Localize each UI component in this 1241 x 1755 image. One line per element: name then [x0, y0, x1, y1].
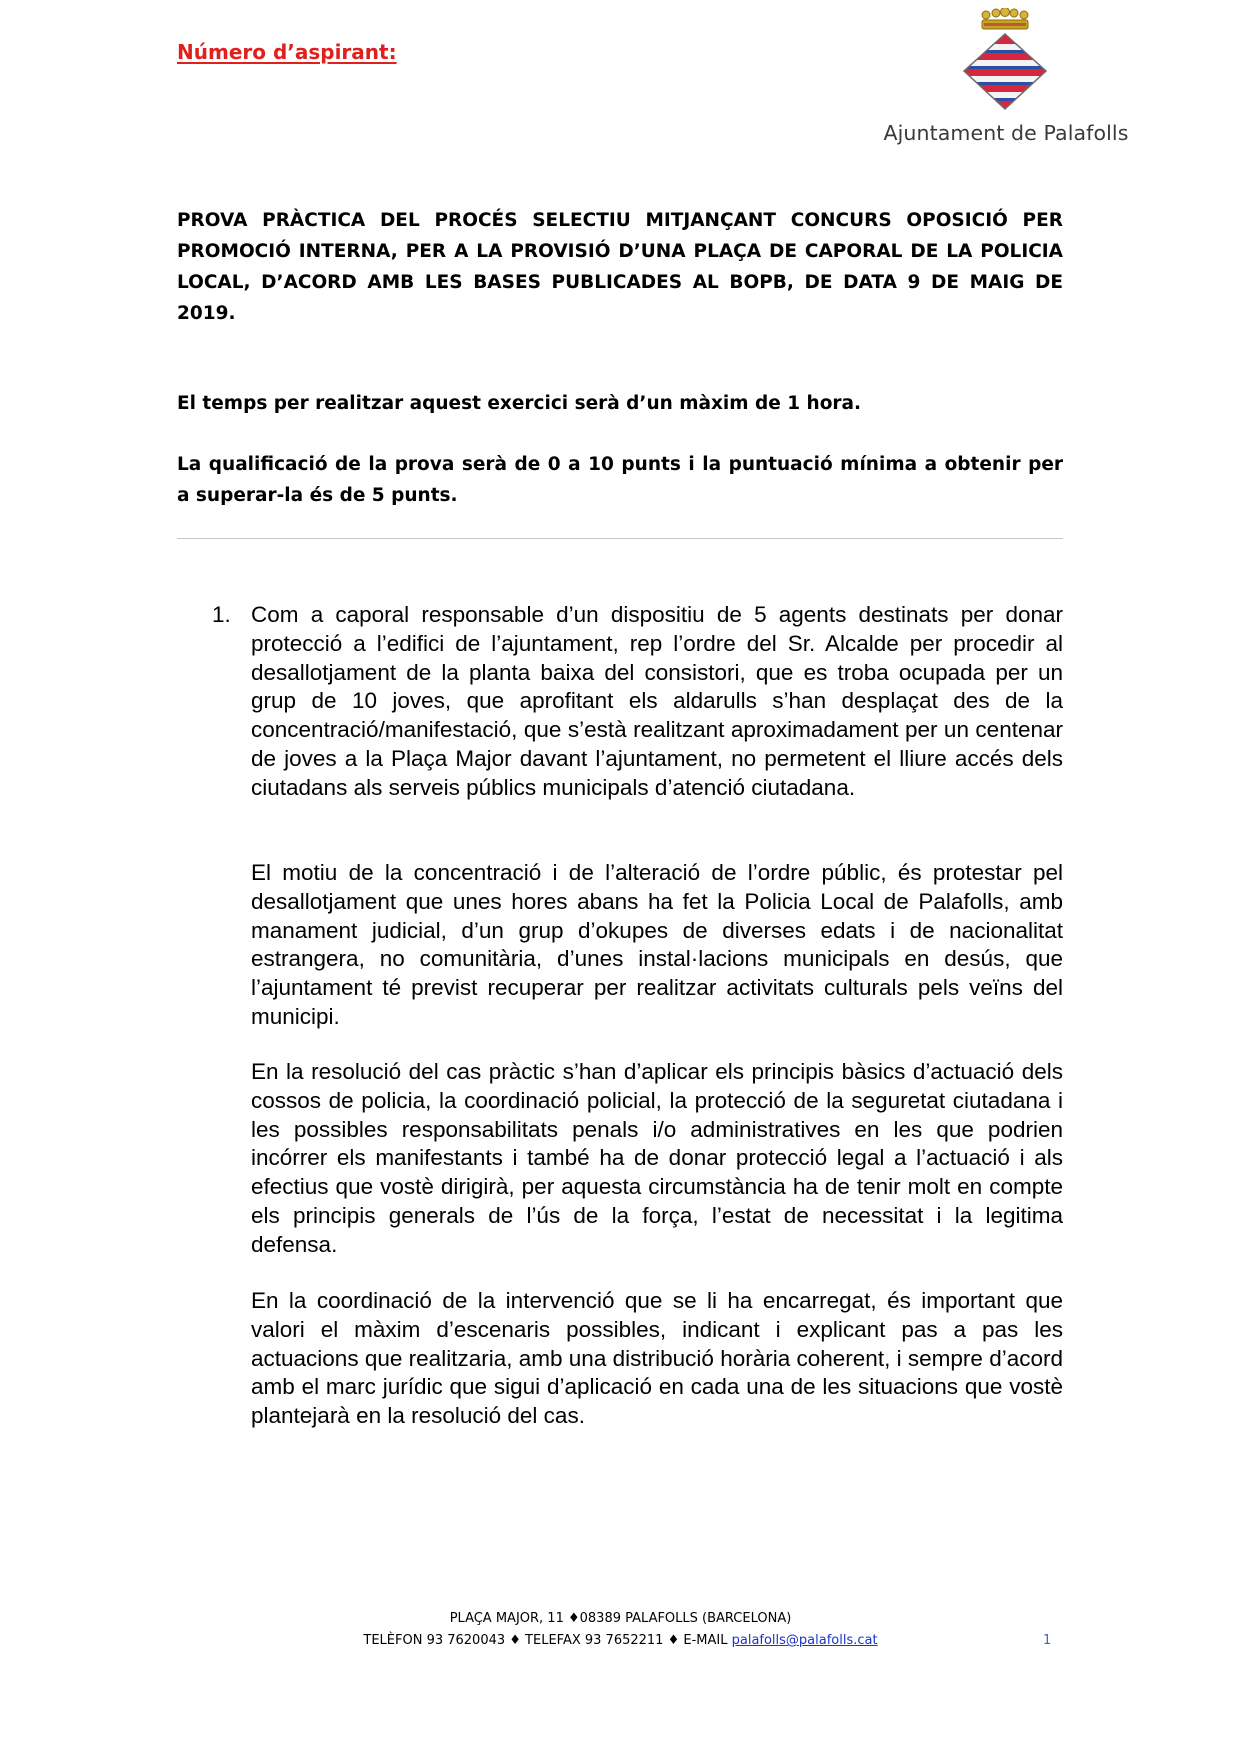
question-paragraph: En la resolució del cas pràctic s’han d’aplicar els principis bàsics d’actuació dels cossos de policia, la coordinació policial, la protecció de la seguretat ciutadana i les possibles responsabilitats penals i/o administratives en les que podrien incórrer els manifestants i també ha de donar protecció legal a l’actuació i als efectius que vostè dirigirà, per aquesta circumstància ha de tenir molt en compte els principis generals de l’ús de la força, l’estat de necessitat i la legitima defensa. [251, 1059, 1063, 1257]
separator-line [177, 538, 1063, 539]
question-paragraph: El motiu de la concentració i de l’alteració de l’ordre públic, és protestar pel desallotjament que unes hores abans ha fet la Policia Local de Palafolls, amb manament judicial, d’un grup d’okupes de diverses edats i de nacionalitat estrangera, no comunitària, d’unes instal·lacions municipals en desús, que l’ajuntament té previst recuperar per realitzar activitats culturals pels veïns del municipi. [251, 860, 1063, 1029]
crown-icon [982, 8, 1028, 29]
page-footer [0, 1608, 1241, 1652]
coat-of-arms-icon [960, 8, 1050, 113]
time-note: El temps per realitzar aquest exercici serà d’un màxim de 1 hora. [177, 393, 862, 414]
question-paragraph: En la coordinació de la intervenció que se li ha encarregat, és important que valori el màxim d’escenaris possibles, indicant i explicant pas a pas les actuacions que realitzaria, amb una distribució horària coherent, i sempre d’acord amb el marc jurídic que sigui d’aplicació en cada una de les situacions que vostè plantejarà en la resolució del cas. [251, 1288, 1063, 1429]
page-number: 1 [1043, 1633, 1052, 1648]
municipal-logo [872, 8, 1140, 148]
aspirant-number-label: Número d’aspirant: [177, 40, 397, 64]
footer-email-link[interactable]: palafolls@palafolls.cat [731, 1633, 878, 1648]
footer-address: PLAÇA MAJOR, 11 ♦08389 PALAFOLLS (BARCELONA) [449, 1611, 792, 1626]
document-heading: PROVA PRÀCTICA DEL PROCÉS SELECTIU MITJANÇANT CONCURS OPOSICIÓ PER PROMOCIÓ INTERNA, PER A LA PROVISIÓ D’UNA PLAÇA DE CAPORAL DE LA POLICIA LOCAL, D’ACORD AMB LES BASES PUBLICADES AL BOPB, DE DATA 9 DE MAIG DE 2019. [177, 210, 1063, 324]
logo-text: Ajuntament de Palafolls [883, 121, 1129, 145]
question-number: 1. [212, 602, 231, 627]
question-paragraph: Com a caporal responsable d’un dispositiu de 5 agents destinats per donar protecció a l’edifici de l’ajuntament, rep l’ordre del Sr. Alcalde per procedir al desallotjament de la planta baixa del consistori, que es troba ocupada per un grup de 10 joves, que aprofitant els aldarulls s’han desplaçat des de la concentració/manifestació, que s’està realitzant aproximadament per un centenar de joves a la Plaça Major davant l’ajuntament, no permetent el lliure accés dels ciutadans als serveis públics municipals d’atenció ciutadana. [251, 602, 1063, 800]
footer-contact [0, 1630, 1241, 1652]
score-note: La qualificació de la prova serà de 0 a 10 punts i la puntuació mínima a obtenir per a superar-la és de 5 punts. [177, 454, 1063, 506]
shield-icon [960, 34, 1050, 109]
footer-phones: TELÈFON 93 7620043 ♦ TELEFAX 93 7652211 ♦ E-MAIL [363, 1633, 732, 1648]
